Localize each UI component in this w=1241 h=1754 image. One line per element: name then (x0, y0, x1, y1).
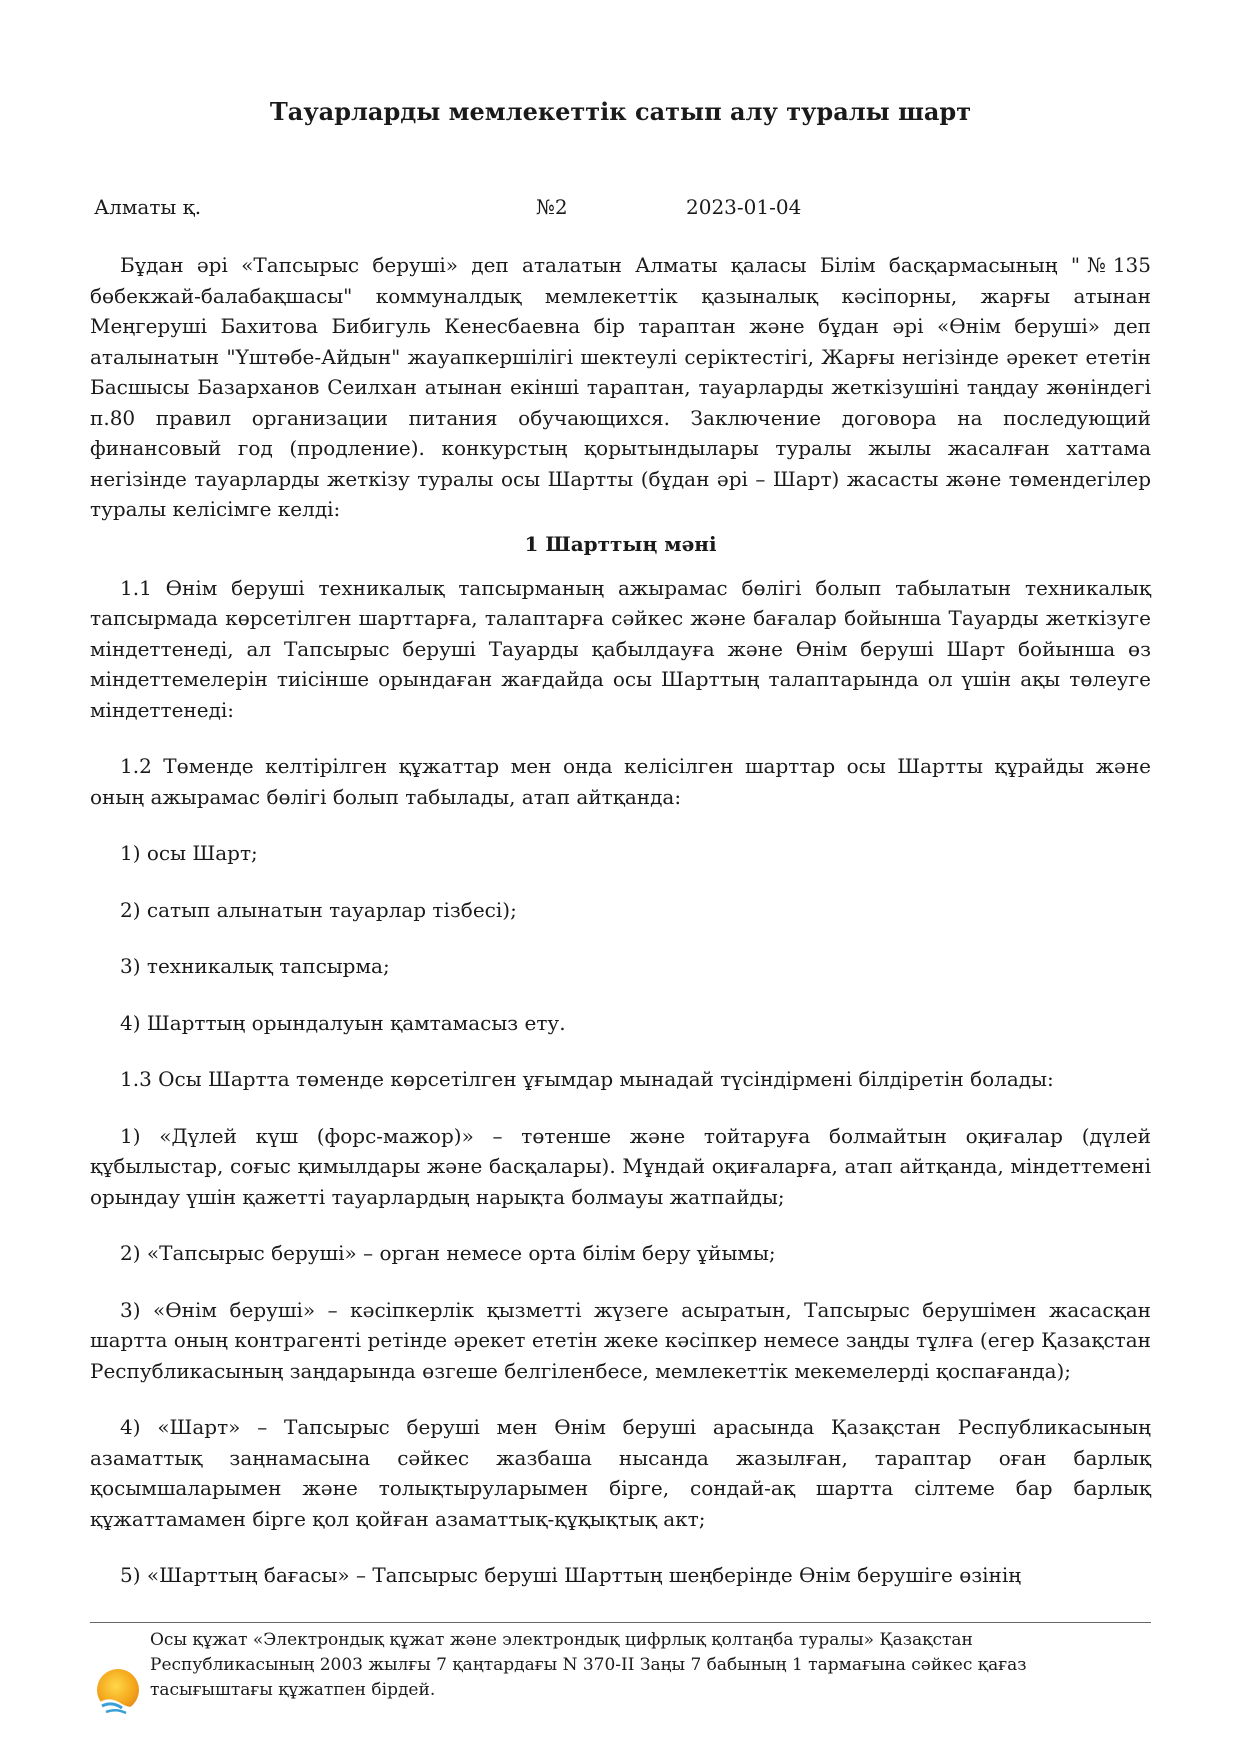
paragraph-1-1: 1.1 Өнім беруші техникалық тапсырманың ажырамас бөлігі болып табылатын техникалық тапсырмада көрсетілген шарттарға, талаптарға сәйкес және бағалар бойынша Тауарды жеткізуге міндеттенеді, ал Тапсырыс беруші Тауарды қабылдауға және Өнім беруші Шарт бойынша өз міндеттемелерін тиісінше орындаған жағдайда осы Шарттың талаптарында ол үшін ақы төлеуге міндеттенеді: (90, 575, 1151, 722)
list-item: 2) сатып алынатын тауарлар тізбесі); (120, 897, 517, 922)
document-city: Алматы қ. (94, 195, 202, 219)
document-title: Тауарларды мемлекеттік сатып алу туралы шарт (269, 97, 972, 126)
footer-divider (90, 1622, 1151, 1623)
document-number: №2 (536, 195, 568, 219)
list-item: 3) техникалық тапсырма; (120, 954, 390, 978)
list-item: 1) осы Шарт; (120, 841, 258, 865)
egov-sun-logo-icon (92, 1666, 144, 1718)
definition-item: 2) «Тапсырыс беруші» – орган немесе орта білім беру ұйымы; (120, 1241, 776, 1265)
definition-item: 3) «Өнім беруші» – кәсіпкерлік қызметті жүзеге асыратын, Тапсырыс берушімен жасасқан шартта оның контрагенті ретінде әрекет ететін жеке кәсіпкер немесе заңды тұлға (егер Қазақстан Республикасының заңдарында өзгеше белгіленбесе, мемлекеттік мекемелерді қоспағанда); (90, 1297, 1151, 1383)
definition-item: 5) «Шарттың бағасы» – Тапсырыс беруші Шарттың шеңберінде Өнім берушіге өзінің (120, 1563, 1022, 1587)
document-body (90, 250, 1151, 1617)
intro-paragraph: Бұдан әрі «Тапсырыс беруші» деп аталатын Алматы қаласы Білім басқармасының "№135 бөбекжай-балабақшасы" коммуналдық мемлекеттік қазыналық кәсіпорны, жарғы атынан Меңгеруші Бахитова Бибигуль Кенесбаевна бір тараптан және бұдан әрі «Өнім беруші» деп аталынатын "Үштөбе-Айдын" жауапкершілігі шектеулі серіктестігі, Жарғы негізінде әрекет ететін Басшысы Базарханов Сеилхан атынан екінші тараптан, тауарларды жеткізушіні таңдау жөніндегі п.80 правил организации питания обучающихся. Заключение договора на последующий финансовый год (продление). конкурстың қорытындылары туралы жылы жасалған хаттама негізінде тауарларды жеткізу туралы осы Шартты (бұдан әрі – Шарт) жасасты және төмендегілер туралы келісімге келді: (90, 253, 1151, 521)
definition-item: 4) «Шарт» – Тапсырыс беруші мен Өнім беруші арасында Қазақстан Республикасының азаматтық заңнамасына сәйкес жазбаша нысанда жазылған, тараптар оған барлық қосымшаларымен және толықтыруларымен бірге, сондай-ақ шартта сілтеме бар барлық құжаттамамен бірге қол қойған азаматтық-құқықтық акт; (90, 1415, 1151, 1531)
paragraph-1-2: 1.2 Төменде келтірілген құжаттар мен онда келісілген шарттар осы Шартты құрайды және оның ажырамас бөлігі болып табылады, атап айтқанда: (90, 754, 1151, 809)
list-item: 4) Шарттың орындалуын қамтамасыз ету. (120, 1010, 566, 1035)
paragraph-1-3: 1.3 Осы Шартта төменде көрсетілген ұғымдар мынадай түсіндірмені білдіретін болады: (120, 1067, 1054, 1091)
document-date: 2023-01-04 (686, 195, 802, 219)
footer-legal-text: Осы құжат «Электрондық құжат және электрондық цифрлық қолтаңба туралы» Қазақстан Республикасының 2003 жылғы 7 қаңтардағы N 370-II Заңы 7 бабының 1 тармағына сәйкес қағаз тасығыштағы құжатпен бірдей. (150, 1630, 1027, 1700)
definition-item: 1) «Дүлей күш (форс-мажор)» – төтенше және тойтаруға болмайтын оқиғалар (дүлей құбылыстар, соғыс қимылдары және басқалары). Мұндай оқиғаларға, атап айтқанда, міндеттемені орындау үшін қажетті тауарлардың нарықта болмауы жатпайды; (90, 1123, 1151, 1209)
section-heading: 1 Шарттың мәні (524, 531, 717, 556)
